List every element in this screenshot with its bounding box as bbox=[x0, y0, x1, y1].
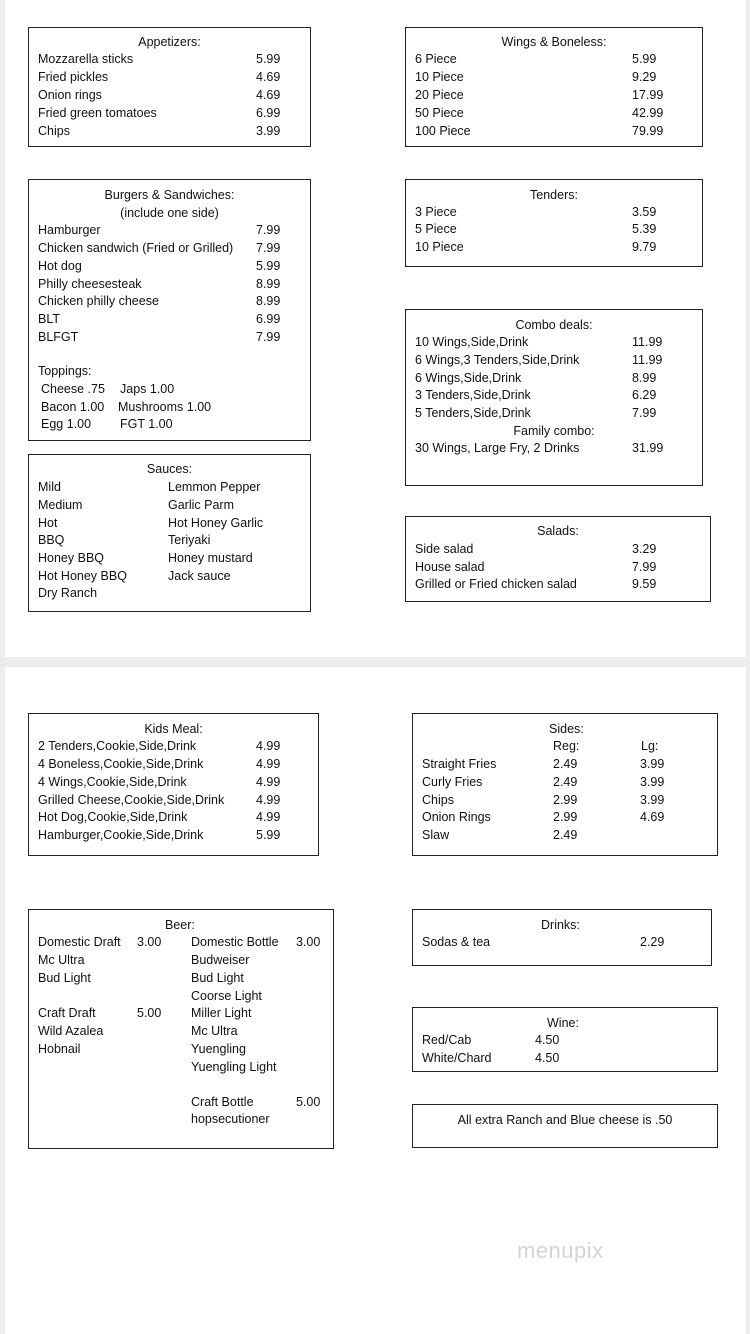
sauce-item: Jack sauce bbox=[168, 569, 231, 583]
wings-item-price: 5.99 bbox=[632, 52, 657, 66]
sauce-item: Honey mustard bbox=[168, 551, 253, 565]
appetizer-item-name: Fried green tomatoes bbox=[38, 106, 157, 120]
combo-item-name: 5 Tenders,Side,Drink bbox=[415, 406, 531, 420]
side-item-reg: 2.99 bbox=[553, 793, 578, 807]
sauce-item: Mild bbox=[38, 480, 61, 494]
combo-item-name: 6 Wings,Side,Drink bbox=[415, 371, 522, 385]
appetizer-item-name: Mozzarella sticks bbox=[38, 52, 134, 66]
topping-item: Cheese .75 bbox=[41, 382, 105, 396]
sauce-item: Honey BBQ bbox=[38, 551, 105, 565]
combo-item-name: 6 Wings,3 Tenders,Side,Drink bbox=[415, 353, 580, 367]
topping-item: Bacon 1.00 bbox=[41, 400, 105, 414]
beer-item: Yuengling bbox=[191, 1042, 246, 1056]
extra-sauce-note-box bbox=[412, 1104, 718, 1148]
tenders-title: Tenders: bbox=[530, 188, 578, 202]
salad-item-price: 9.59 bbox=[632, 577, 657, 591]
beer-item: hopsecutioner bbox=[191, 1112, 270, 1126]
sauce-item: Lemmon Pepper bbox=[168, 480, 261, 494]
burger-item-name: Hot dog bbox=[38, 259, 82, 273]
salads-box bbox=[405, 516, 711, 602]
wings-title: Wings & Boneless: bbox=[501, 35, 607, 49]
kids-item-price: 4.99 bbox=[256, 810, 281, 824]
drinks-box bbox=[412, 909, 712, 966]
tenders-item-name: 3 Piece bbox=[415, 205, 457, 219]
wings-box bbox=[405, 27, 703, 147]
extra-sauce-note: All extra Ranch and Blue cheese is .50 bbox=[457, 1113, 673, 1127]
kids-item-price: 4.99 bbox=[256, 793, 281, 807]
appetizers-box bbox=[28, 27, 311, 147]
wings-item-price: 9.29 bbox=[632, 70, 657, 84]
domestic-bottle-price: 3.00 bbox=[296, 935, 321, 949]
side-item-name: Onion Rings bbox=[422, 810, 491, 824]
wings-item-price: 79.99 bbox=[632, 124, 664, 138]
appetizer-item-price: 5.99 bbox=[256, 52, 281, 66]
beer-item: Budweiser bbox=[191, 953, 250, 967]
combo-item-price: 8.99 bbox=[632, 371, 657, 385]
side-item-name: Straight Fries bbox=[422, 757, 497, 771]
side-item-reg: 2.49 bbox=[553, 757, 578, 771]
burger-item-price: 8.99 bbox=[256, 294, 281, 308]
side-item-name: Chips bbox=[422, 793, 454, 807]
combo-item-price: 11.99 bbox=[632, 335, 663, 349]
wings-item-name: 100 Piece bbox=[415, 124, 471, 138]
burgers-subtitle: (include one side) bbox=[120, 206, 219, 220]
tenders-item-price: 5.39 bbox=[632, 222, 657, 236]
side-item-reg: 2.49 bbox=[553, 775, 578, 789]
tenders-item-name: 5 Piece bbox=[415, 222, 457, 236]
domestic-draft-label: Domestic Draft bbox=[38, 935, 121, 949]
sauces-title: Sauces: bbox=[146, 462, 193, 476]
side-item-lg: 3.99 bbox=[640, 757, 665, 771]
wine-box bbox=[412, 1007, 718, 1072]
burger-item-price: 7.99 bbox=[256, 330, 281, 344]
craft-draft-price: 5.00 bbox=[137, 1006, 162, 1020]
side-item-name: Curly Fries bbox=[422, 775, 483, 789]
sauces-box bbox=[28, 454, 311, 612]
beer-title: Beer: bbox=[165, 918, 195, 932]
salad-item-name: Side salad bbox=[415, 542, 474, 556]
burger-item-price: 5.99 bbox=[256, 259, 281, 273]
appetizer-item-price: 3.99 bbox=[256, 124, 281, 138]
appetizer-item-name: Chips bbox=[38, 124, 70, 138]
craft-bottle-price: 5.00 bbox=[296, 1095, 321, 1109]
drink-item-price: 2.29 bbox=[640, 935, 665, 949]
family-combo-price: 31.99 bbox=[632, 441, 664, 455]
combos-title: Combo deals: bbox=[515, 318, 593, 332]
side-item-lg: 3.99 bbox=[640, 775, 665, 789]
beer-item: Mc Ultra bbox=[38, 953, 85, 967]
sides-lg-header: Lg: bbox=[641, 739, 659, 753]
kids-meal-title: Kids Meal: bbox=[144, 722, 203, 736]
kids-item-price: 4.99 bbox=[256, 757, 281, 771]
burger-item-name: BLFGT bbox=[38, 330, 79, 344]
beer-item: Yuengling Light bbox=[191, 1060, 277, 1074]
sauce-item: Medium bbox=[38, 498, 83, 512]
salad-item-name: House salad bbox=[415, 560, 485, 574]
wine-item-name: Red/Cab bbox=[422, 1033, 472, 1047]
salad-item-price: 3.29 bbox=[632, 542, 657, 556]
kids-item-price: 5.99 bbox=[256, 828, 281, 842]
side-item-lg: 3.99 bbox=[640, 793, 665, 807]
wings-item-name: 6 Piece bbox=[415, 52, 457, 66]
wings-item-name: 20 Piece bbox=[415, 88, 464, 102]
tenders-item-price: 9.79 bbox=[632, 240, 657, 254]
wine-item-price: 4.50 bbox=[535, 1051, 560, 1065]
watermark-logo: menupix bbox=[517, 1238, 604, 1263]
sides-reg-header: Reg: bbox=[553, 739, 580, 753]
appetizer-item-name: Onion rings bbox=[38, 88, 102, 102]
wings-item-name: 10 Piece bbox=[415, 70, 464, 84]
wings-item-name: 50 Piece bbox=[415, 106, 464, 120]
side-item-reg: 2.99 bbox=[553, 810, 578, 824]
topping-item: FGT 1.00 bbox=[120, 417, 173, 431]
family-combo-title: Family combo: bbox=[513, 424, 595, 438]
sauce-item: Hot Honey BBQ bbox=[38, 569, 127, 583]
combo-item-name: 10 Wings,Side,Drink bbox=[415, 335, 529, 349]
topping-item: Mushrooms 1.00 bbox=[118, 400, 212, 414]
wine-item-price: 4.50 bbox=[535, 1033, 560, 1047]
wings-item-price: 42.99 bbox=[632, 106, 664, 120]
kids-meal-box bbox=[28, 713, 319, 856]
beer-item: Bud Light bbox=[38, 971, 91, 985]
combo-item-name: 3 Tenders,Side,Drink bbox=[415, 388, 531, 402]
kids-item-name: Hot Dog,Cookie,Side,Drink bbox=[38, 810, 188, 824]
beer-item: Wild Azalea bbox=[38, 1024, 104, 1038]
beer-item: Mc Ultra bbox=[191, 1024, 238, 1038]
salads-title: Salads: bbox=[537, 524, 579, 538]
domestic-draft-price: 3.00 bbox=[137, 935, 162, 949]
drinks-title: Drinks: bbox=[541, 918, 580, 932]
beer-item: Hobnail bbox=[38, 1042, 81, 1056]
sides-title: Sides: bbox=[549, 722, 584, 736]
salad-item-name: Grilled or Fried chicken salad bbox=[415, 577, 577, 591]
combo-item-price: 7.99 bbox=[632, 406, 657, 420]
burger-item-name: Chicken sandwich (Fried or Grilled) bbox=[38, 241, 234, 255]
appetizer-item-price: 4.69 bbox=[256, 70, 281, 84]
kids-item-name: 4 Wings,Cookie,Side,Drink bbox=[38, 775, 187, 789]
family-combo-name: 30 Wings, Large Fry, 2 Drinks bbox=[415, 441, 580, 455]
combo-item-price: 11.99 bbox=[632, 353, 663, 367]
kids-item-name: Grilled Cheese,Cookie,Side,Drink bbox=[38, 793, 225, 807]
kids-item-name: Hamburger,Cookie,Side,Drink bbox=[38, 828, 204, 842]
burgers-box bbox=[28, 179, 311, 441]
sauce-item: Hot Honey Garlic bbox=[168, 516, 264, 530]
appetizer-item-price: 4.69 bbox=[256, 88, 281, 102]
combo-item-price: 6.29 bbox=[632, 388, 657, 402]
burger-item-price: 6.99 bbox=[256, 312, 281, 326]
sauce-item: Hot bbox=[38, 516, 58, 530]
burger-item-price: 8.99 bbox=[256, 277, 281, 291]
sauce-item: Garlic Parm bbox=[168, 498, 234, 512]
tenders-item-price: 3.59 bbox=[632, 205, 657, 219]
kids-item-name: 2 Tenders,Cookie,Side,Drink bbox=[38, 739, 197, 753]
topping-item: Egg 1.00 bbox=[41, 417, 92, 431]
wine-item-name: White/Chard bbox=[422, 1051, 492, 1065]
burger-item-name: Philly cheesesteak bbox=[38, 277, 142, 291]
burger-item-name: BLT bbox=[38, 312, 60, 326]
drink-item-name: Sodas & tea bbox=[422, 935, 491, 949]
sauce-item: Dry Ranch bbox=[38, 586, 98, 600]
appetizer-item-price: 6.99 bbox=[256, 106, 281, 120]
burger-item-price: 7.99 bbox=[256, 241, 281, 255]
craft-bottle-label: Craft Bottle bbox=[191, 1095, 254, 1109]
wine-title: Wine: bbox=[547, 1016, 579, 1030]
kids-item-price: 4.99 bbox=[256, 739, 281, 753]
wings-item-price: 17.99 bbox=[632, 88, 664, 102]
kids-item-name: 4 Boneless,Cookie,Side,Drink bbox=[38, 757, 204, 771]
tenders-item-name: 10 Piece bbox=[415, 240, 464, 254]
beer-item: Bud Light bbox=[191, 971, 244, 985]
domestic-bottle-label: Domestic Bottle bbox=[191, 935, 279, 949]
beer-box bbox=[28, 909, 334, 1149]
sides-box bbox=[412, 713, 718, 856]
craft-draft-label: Craft Draft bbox=[38, 1006, 96, 1020]
beer-item: Coorse Light bbox=[191, 989, 262, 1003]
appetizers-title: Appetizers: bbox=[138, 35, 201, 49]
salad-item-price: 7.99 bbox=[632, 560, 657, 574]
sauce-item: Teriyaki bbox=[168, 533, 211, 547]
side-item-lg: 4.69 bbox=[640, 810, 665, 824]
beer-item: Miller Light bbox=[191, 1006, 252, 1020]
side-item-name: Slaw bbox=[422, 828, 450, 842]
burger-item-name: Chicken philly cheese bbox=[38, 294, 159, 308]
toppings-title: Toppings: bbox=[38, 364, 92, 378]
side-item-reg: 2.49 bbox=[553, 828, 578, 842]
tenders-box bbox=[405, 179, 703, 267]
kids-item-price: 4.99 bbox=[256, 775, 281, 789]
burger-item-name: Hamburger bbox=[38, 223, 101, 237]
sauce-item: BBQ bbox=[38, 533, 65, 547]
topping-item: Japs 1.00 bbox=[120, 382, 175, 396]
appetizer-item-name: Fried pickles bbox=[38, 70, 109, 84]
burgers-title: Burgers & Sandwiches: bbox=[104, 188, 235, 202]
combos-box bbox=[405, 309, 703, 486]
burger-item-price: 7.99 bbox=[256, 223, 281, 237]
